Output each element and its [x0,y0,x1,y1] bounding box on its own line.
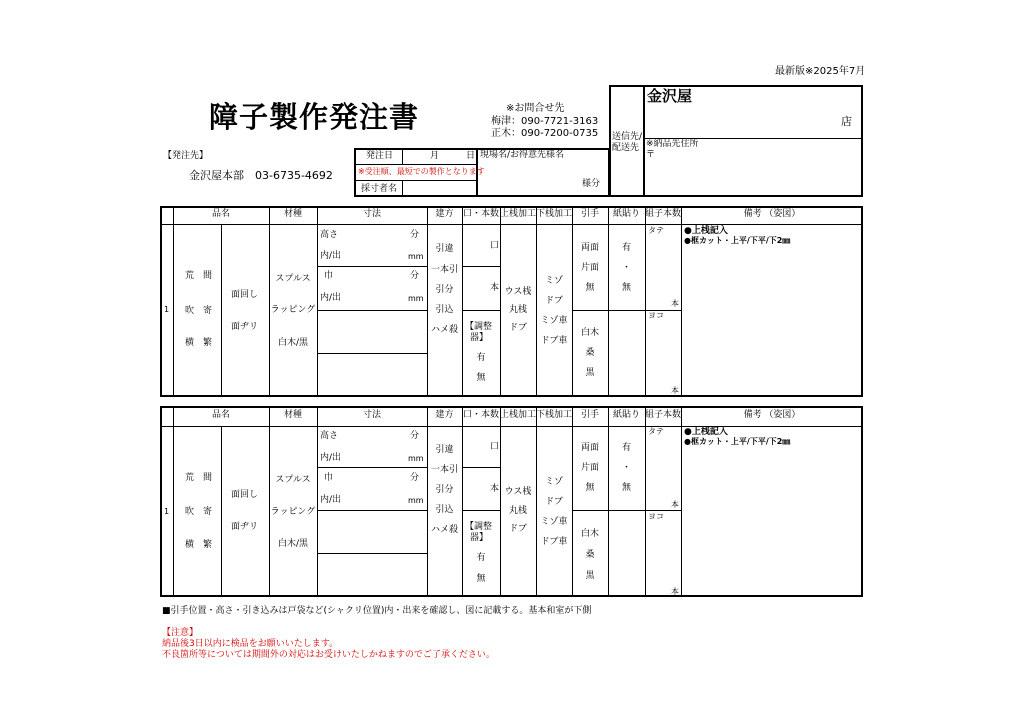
tatekata-1: 引違 [435,445,454,455]
size-width-mm: mm [408,496,424,505]
destination-label-2: 配送先 [612,143,640,153]
header-notes: 備考 （姿図） [743,209,801,219]
zaishu-3: 白木/黒 [277,338,309,348]
shitasan-3: ミゾ車 [540,517,568,527]
version-label: 最新版※2025年7月 [775,66,866,77]
size-height-io: 内/出 [320,251,342,261]
header-tatekata: 建方 [435,410,454,420]
uesan-3: ドブ [509,524,527,534]
shitasan-4: ドブ車 [540,537,568,547]
hikite-color-2: 桑 [585,348,595,358]
hikite-3: 無 [585,483,595,493]
header-sunpo: 寸法 [362,209,381,219]
kumiko-yoko-hon: 本 [671,386,679,395]
header-zaishu: 材種 [283,410,302,420]
hikite-color-2: 桑 [585,550,595,560]
contact-line-1: 梅津：090-7721-3163 [491,116,599,127]
hinmei-2: 吹 寄 [185,306,213,316]
size-height-label: 高さ [320,230,339,240]
header-kamibari: 紙貼り [612,410,640,420]
zaishu-1: スプルス [275,475,311,485]
header-kuchi: 口・本数 [462,209,499,219]
contact-line-2: 正木：090-7200-0735 [491,128,599,139]
kuchi-yes: 有 [476,353,486,363]
order-to-name-phone: 金沢屋本部 03-6735-4692 [189,169,333,182]
row-number: 1 [164,305,170,314]
order-date-label: 発注日 [366,151,394,161]
shitasan-2: ドブ [545,296,563,306]
kumiko-tate: タテ [648,427,664,436]
measurer-label: 採寸者名 [361,184,398,194]
header-hikite: 引手 [580,410,599,420]
header-notes: 備考 （姿図） [743,410,801,420]
shitasan-3: ミゾ車 [540,316,568,326]
kamibari-2: ・ [621,463,631,473]
size-height-label: 高さ [320,431,339,441]
notes-1: ●上桟記入 [684,226,728,236]
size-width-io: 内/出 [320,293,342,303]
mentori-2: 面ヂリ [231,522,259,532]
contact-header: ※お問合せ先 [506,103,565,114]
kamibari-2: ・ [621,263,631,273]
uesan-1: ウス桟 [504,487,532,497]
size-width-unit: 分 [410,473,420,483]
shitasan-1: ミゾ [544,477,563,487]
size-width-unit: 分 [410,271,420,281]
kuchi-label: 口 [490,241,500,251]
size-height-unit: 分 [410,230,420,240]
uesan-1: ウス桟 [504,287,532,297]
size-height-mm: mm [408,454,424,463]
header-tatekata: 建方 [435,209,454,219]
kamibari-1: 有 [621,443,631,453]
customer-suffix: 様分 [582,179,601,189]
header-kumiko: 組子本数 [645,209,682,219]
tatekata-2: 一本引 [430,265,458,275]
caution-line-1: 納品後3日以内に検品をお願いいたします。 [162,639,339,649]
header-kamibari: 紙貼り [612,209,640,219]
hikite-2: 片面 [580,463,599,473]
kuchi-yes: 有 [476,553,486,563]
kumiko-tate: タテ [648,226,664,235]
mentori-1: 面回し [231,490,259,500]
size-width-label: 巾 [324,271,334,281]
kuchi-no: 無 [476,574,486,584]
header-uesan: 上桟加工 [500,209,537,219]
notes-1: ●上桟記入 [684,427,728,437]
hinmei-3: 横 繁 [185,540,213,550]
zaishu-2: ラッピング [270,305,316,315]
page-title: 障子製作発注書 [209,100,420,134]
hinmei-2: 吹 寄 [185,507,213,517]
kamibari-3: 無 [621,283,631,293]
header-uesan: 上桟加工 [500,410,537,420]
tatekata-3: 引分 [435,485,454,495]
kumiko-tate-hon: 本 [671,500,679,509]
hikite-3: 無 [585,283,595,293]
header-shitasan: 下桟加工 [536,209,573,219]
kuchi-hon: 本 [490,484,500,494]
hikite-color-1: 白木 [580,328,599,338]
kumiko-yoko: ヨコ [648,512,664,521]
header-sunpo: 寸法 [362,410,381,420]
uesan-2: 丸桟 [508,506,527,516]
tatekata-1: 引違 [435,244,454,254]
size-width-label: 巾 [324,473,334,483]
kuchi-label: 口 [490,442,500,452]
kamibari-3: 無 [621,483,631,493]
caution-label: 【注意】 [162,628,199,638]
hikite-1: 両面 [580,443,599,453]
kuchi-no: 無 [476,373,486,383]
header-hinmei: 品名 [211,410,230,420]
shitasan-2: ドブ [545,497,563,507]
notes-2: ●框カット・上平/下平/下2㎜ [684,236,791,245]
hinmei-1: 荒 間 [185,271,213,281]
tatekata-5: ハメ殺 [430,525,458,535]
shitasan-4: ドブ車 [540,336,568,346]
hikite-color-3: 黒 [585,368,595,378]
size-width-io: 内/出 [320,495,342,505]
zaishu-2: ラッピング [270,507,316,517]
hikite-color-3: 黒 [585,571,595,581]
destination-company: 金沢屋 [647,87,693,105]
tatekata-2: 一本引 [430,465,458,475]
order-note: ※受注順、最短での製作となります [358,167,485,176]
shitasan-1: ミゾ [544,276,563,286]
kumiko-yoko: ヨコ [648,311,664,320]
kumiko-tate-hon: 本 [671,299,679,308]
header-kumiko: 組子本数 [645,410,682,420]
hinmei-1: 荒 間 [185,473,213,483]
kumiko-yoko-hon: 本 [671,587,679,596]
header-zaishu: 材種 [283,209,302,219]
kuchi-hon: 本 [490,283,500,293]
zaishu-1: スプルス [275,274,311,284]
hinmei-3: 横 繁 [185,338,213,348]
header-shitasan: 下桟加工 [536,410,573,420]
footer-instruction: ■引手位置・高さ・引き込みは戸袋など(シャクリ位置)内・出来を確認し、図に記載する。基本和室が下側 [162,606,592,616]
site-label: 現場名/お得意先様名 [480,150,565,160]
mentori-1: 面回し [231,290,259,300]
kamibari-1: 有 [621,243,631,253]
header-hinmei: 品名 [211,209,230,219]
uesan-3: ドブ [509,323,527,333]
order-month: 月 [430,151,440,161]
order-to-label: 【発注先】 [163,151,209,161]
kuchi-adjust-1: 【調整 [465,522,493,532]
zaishu-3: 白木/黒 [277,539,309,549]
header-hikite: 引手 [580,209,599,219]
mentori-2: 面ヂリ [231,322,259,332]
notes-2: ●框カット・上平/下平/下2㎜ [684,437,791,446]
tatekata-3: 引分 [435,285,454,295]
destination-store-suffix: 店 [841,115,852,128]
hikite-1: 両面 [580,243,599,253]
kuchi-adjust-1: 【調整 [465,322,493,332]
size-height-mm: mm [408,252,424,261]
delivery-address-label: ※納品先住所 [646,139,699,149]
caution-line-2: 不良箇所等については期間外の対応はお受けいたしかねますのでご了承ください。 [162,650,495,660]
size-width-mm: mm [408,294,424,303]
order-day: 日 [466,151,476,161]
size-height-unit: 分 [410,431,420,441]
size-height-io: 内/出 [320,453,342,463]
destination-label-1: 送信先/ [612,132,643,142]
row-number: 1 [164,507,170,516]
tatekata-4: 引込 [435,305,454,315]
hikite-2: 片面 [580,263,599,273]
hikite-color-1: 白木 [580,529,599,539]
kuchi-adjust-2: 器】 [470,533,489,543]
uesan-2: 丸桟 [508,305,527,315]
postal-mark: 〒 [646,150,656,160]
tatekata-4: 引込 [435,505,454,515]
tatekata-5: ハメ殺 [430,325,458,335]
header-kuchi: 口・本数 [462,410,499,420]
kuchi-adjust-2: 器】 [470,333,489,343]
